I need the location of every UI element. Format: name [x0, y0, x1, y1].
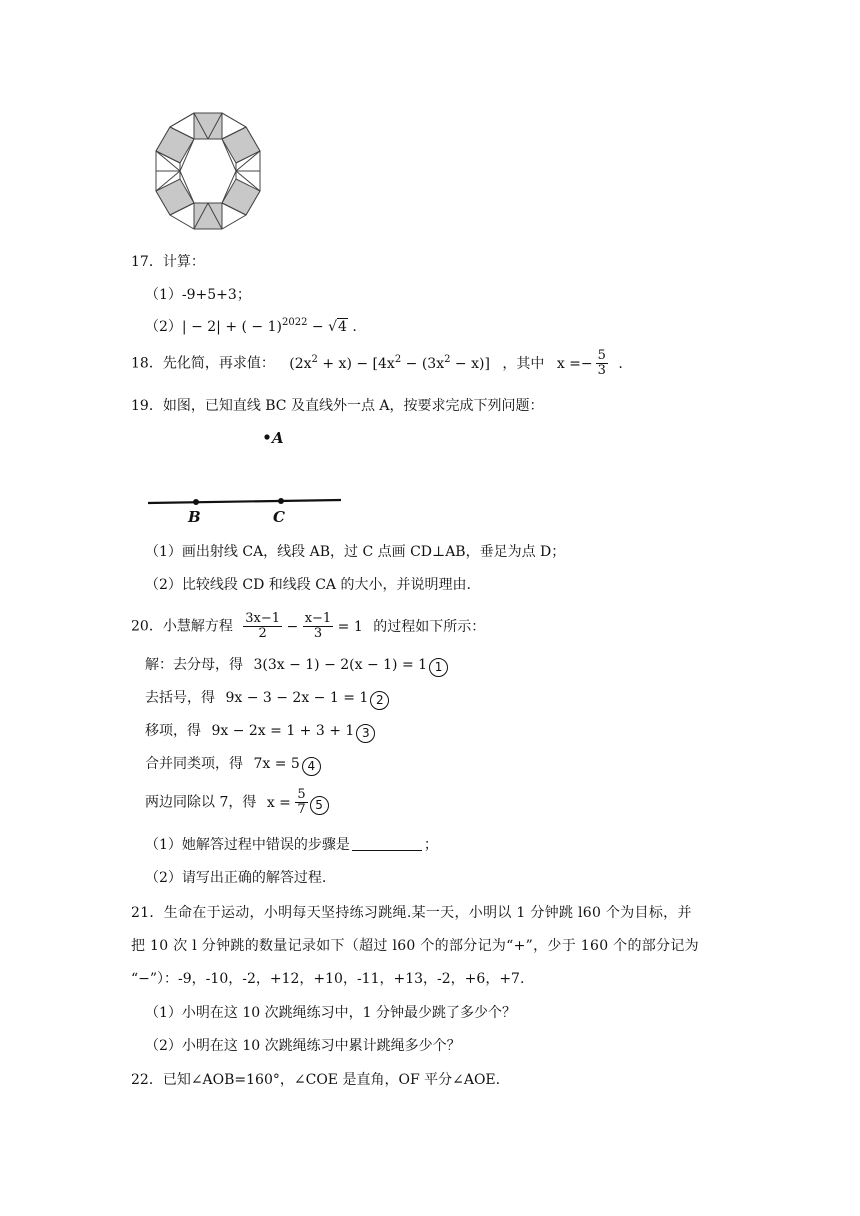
q21-line1: 21．生命在于运动，小明每天坚持练习跳绳.某一天，小明以 1 分钟跳 l60 个为目标，并 [131, 905, 692, 921]
q21-line2: 把 10 次 l 分钟跳的数量记录如下（超过 l60 个的部分记为“+”，少于 160 个的部分记为 [131, 938, 699, 954]
answer-blank[interactable] [352, 836, 422, 851]
q20-step4: 合并同类项，得 7x = 5 4 [145, 753, 321, 776]
q21-line3: “−”）：-9，-10，-2，+12，+10，-11，+13，-2，+6，+7. [131, 971, 525, 987]
q20-step3: 移项，得 9x − 2x = 1 + 3 + 1 3 [145, 720, 375, 743]
line-bc [148, 500, 341, 503]
point-a-label: A [272, 429, 284, 447]
q20-part1: （1）她解答过程中错误的步骤是 ； [145, 837, 438, 853]
q21-part2: （2）小明在这 10 次跳绳练习中累计跳绳多少个？ [145, 1038, 461, 1054]
q17-part2-label: （2） [145, 319, 182, 335]
point-b-label: B [188, 508, 201, 526]
q19-text: 19．如图，已知直线 BC 及直线外一点 A，按要求完成下列问题： [131, 398, 544, 414]
q21-part1: （1）小明在这 10 次跳绳练习中，1 分钟最少跳了多少个？ [145, 1005, 516, 1021]
q22-text: 22．已知∠AOB=160°，∠COE 是直角，OF 平分∠AOE. [131, 1072, 501, 1088]
point-a-dot [264, 434, 269, 439]
point-b-dot [193, 499, 199, 505]
point-c-label: C [273, 508, 285, 526]
q19-part1: （1）画出射线 CA，线段 AB，过 C 点画 CD⊥AB，垂足为点 D； [145, 544, 566, 560]
q17-part2: （2）| − 2| + ( − 1)$^{2022}$ − √4 . [145, 317, 357, 335]
q20-step2: 去括号，得 9x − 3 − 2x − 1 = 1 2 [145, 687, 389, 710]
q18-mid: ，其中 [502, 355, 545, 372]
q20-lead: 20．小慧解方程 [131, 618, 233, 635]
q20-line [131, 612, 485, 641]
q20-part2: （2）请写出正确的解答过程. [145, 870, 327, 886]
q17-title: 17．计算： [131, 254, 205, 270]
q17-part2-expr: | − 2| + ( − 1)$^{2022}$ − √4 [181, 317, 347, 335]
q19-figure [146, 426, 346, 526]
step-marker-5: 5 [310, 796, 329, 815]
q20-tail: 的过程如下所示： [373, 618, 486, 635]
q20-step5: 两边同除以 7，得 x = $\frac{5}{7}$ 5 [145, 788, 329, 817]
step-marker-2: 2 [370, 691, 389, 710]
tiling-figure [150, 112, 266, 230]
step-marker-3: 3 [356, 724, 375, 743]
point-c-dot [278, 498, 284, 504]
q20-equation: $\frac{3x-1}{2}$ − $\frac{x-1}{3}$ = 1 [245, 611, 363, 641]
q19-part2: （2）比较线段 CD 和线段 CA 的大小，并说明理由. [145, 577, 471, 593]
q20-step1: 解：去分母，得 3(3x − 1) − 2(x − 1) = 1 1 [145, 654, 448, 677]
q18-expression: $(2x^2 + x) - [4x^2 - (3x^2 - x)]$ [289, 353, 490, 372]
q18-line: 18．先化简，再求值： $(2x^2 + x) - [4x^2 - (3x^2 - x)]$ ，其中 x =− $\frac{5}{3}$ . [131, 348, 623, 378]
q18-lead: 18．先化简，再求值： [131, 355, 275, 372]
q18-x-value: x =− $\frac{5}{3}$ [556, 348, 606, 378]
step-marker-1: 1 [429, 658, 448, 677]
q17-part1: （1）-9+5+3； [145, 287, 251, 303]
step-marker-4: 4 [302, 757, 321, 776]
